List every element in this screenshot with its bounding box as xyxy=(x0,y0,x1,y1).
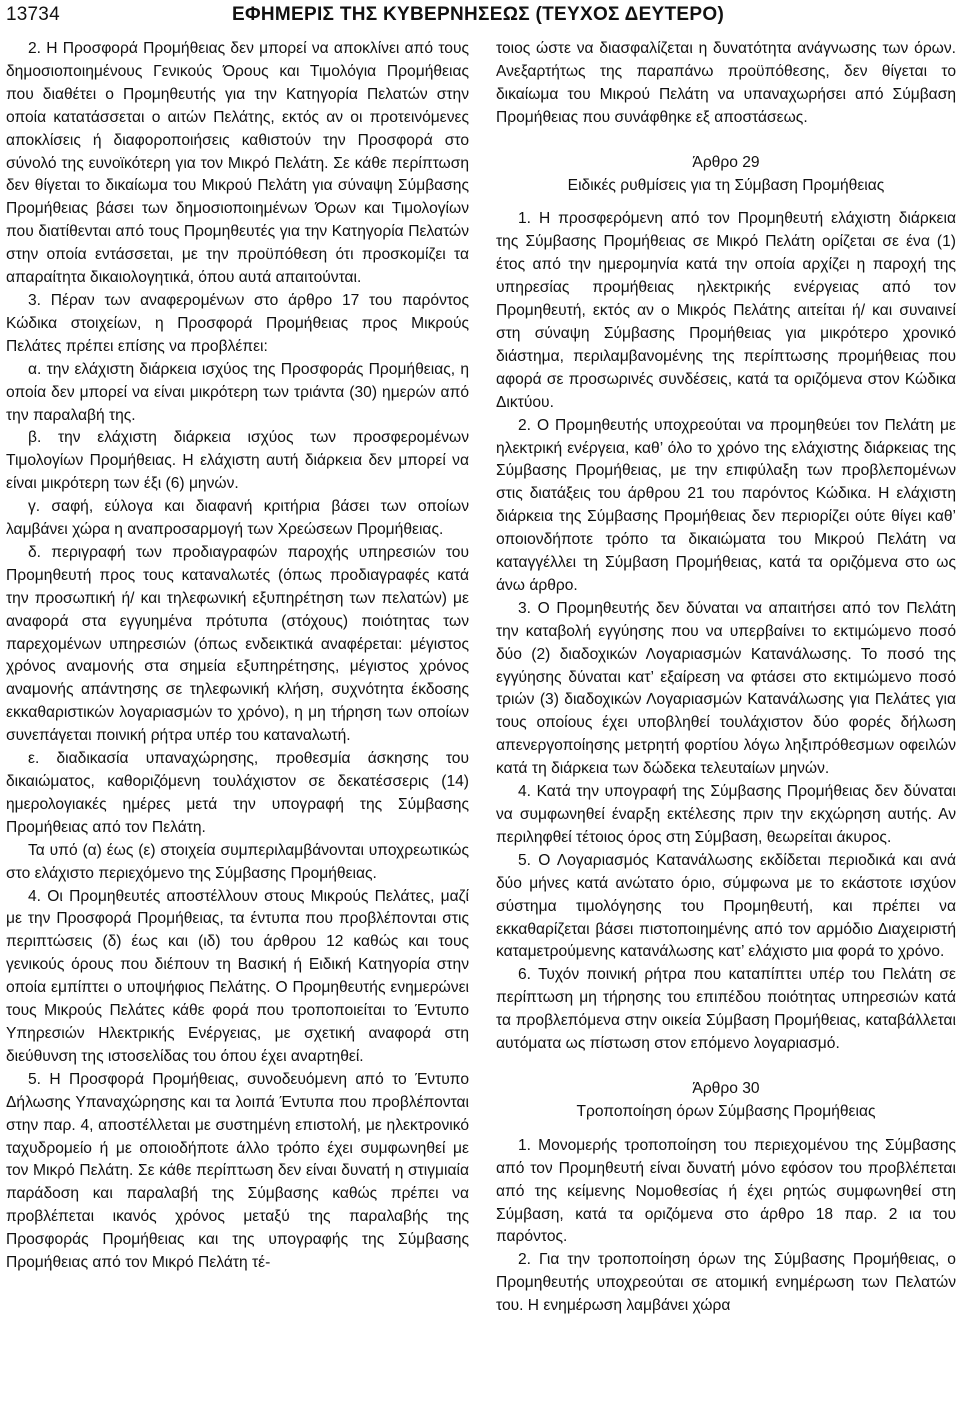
paragraph: 3. Πέραν των αναφερομένων στο άρθρο 17 του παρόντος Κώδικα στοιχείων, η Προσφορά Προμήθειας προς Μικρούς Πελάτες πρέπει επίσης να προβλέπει: xyxy=(6,291,469,355)
article-30-heading: Άρθρο 30 xyxy=(692,1079,760,1097)
paragraph: 2. Ο Προμηθευτής υποχρεούται να προμηθεύει τον Πελάτη με ηλεκτρική ενέργεια, καθ’ όλο το χρόνο της ελάχιστης διάρκειας της Σύμβασης Προμήθειας, με την επιφύλαξη των προβλεπομένων στις διατάξεις του άρθρου 21 του παρόντος Κώδικα. Η ελάχιστη διάρκεια της Σύμβασης Προμήθειας δεν περιορίζει ούτε θίγει καθ’ οποιονδήποτε τρόπο τα δικαιώματα του Μικρού Πελάτη να καταγγέλλει τη Σύμβαση Προμήθειας, κατά τα οριζόμενα στο ως άνω άρθρο. xyxy=(496,416,956,594)
article-29-heading: Άρθρο 29 xyxy=(692,153,760,171)
article-29-subheading: Ειδικές ρυθμίσεις για τη Σύμβαση Προμήθειας xyxy=(567,176,885,194)
paragraph: 4. Οι Προμηθευτές αποστέλλουν στους Μικρούς Πελάτες, μαζί με την Προσφορά Προμήθειας, τα έντυπα που προβλέπονται στις περιπτώσεις (δ) έως και (ιδ) του άρθρου 12 καθώς και τους γενικούς όρους που διέπουν τη Βασική ή Ειδική Κατηγορία στην οποία εμπίπτει ο υποψήφιος Πελάτης. Ο Προμηθευτής ενημερώνει τους Μικρούς Πελάτες κάθε φορά που τροποποιείται το Έντυπο Υπηρεσιών Ηλεκτρικής Ενέργειας, με σχετική αναφορά στη διεύθυνση της ιστοσελίδας του όπου έχει αναρτηθεί. xyxy=(6,887,469,1065)
paragraph: 5. Ο Λογαριασμός Κατανάλωσης εκδίδεται περιοδικά και ανά δύο μήνες κατά ανώτατο όριο, σύμφωνα με το εκάστοτε ισχύον σύστημα τιμολόγησης του Προμηθευτή, και πρέπει να εκκαθαρίζεται βάσει πιστοποιημένης από τον αρμόδιο Διαχειριστή καταμετρούμενης κατανάλωσης κατ’ ελάχιστο μια φορά το χρόνο. xyxy=(496,851,956,961)
spacer xyxy=(496,130,956,152)
paragraph: 1. Η προσφερόμενη από τον Προμηθευτή ελάχιστη διάρκεια της Σύμβασης Προμήθειας σε Μικρό Πελάτη ορίζεται σε ένα (1) έτος από την ημερομηνία κατά την οποία αρχίζει η παροχή της υπηρεσίας προμήθειας ηλεκτρικής ενέργειας από τον Προμηθευτή, εκτός αν ο Μικρός Πελάτης αιτείται ή/ και συναινεί στη σύναψη Σύμβασης Προμήθειας για μικρότερο χρονικό διάστημα, περιλαμβανομένης της περίπτωσης προμήθειας που αφορά σε προσωρινές συνδέσεις, κατά τα οριζόμενα στον Κώδικα Δικτύου. xyxy=(496,210,956,411)
spacer xyxy=(496,1056,956,1078)
right-column xyxy=(496,38,956,1318)
paragraph: Τα υπό (α) έως (ε) στοιχεία συμπεριλαμβάνονται υποχρεωτικώς στο ελάχιστο περιεχόμενο της Σύμβασης Προμήθειας. xyxy=(6,841,469,882)
paragraph: 2. Η Προσφορά Προμήθειας δεν μπορεί να αποκλίνει από τους δημοσιοποιημένους Γενικούς Όρους και Τιμολόγια Προμήθειας που διαθέτει ο Προμηθευτής για την Κατηγορία Πελατών στην οποία κατατάσσεται ο αιτών Πελάτης, εκτός αν οι προτεινόμενες αποκλίσεις ή διαφοροποιήσεις καθιστούν την Προσφορά στο σύνολό της ευνοϊκότερη για τον Μικρό Πελάτη. Σε κάθε περίπτωση δεν θίγεται το δικαίωμα του Μικρού Πελάτη για σύναψη Σύμβασης Προμήθειας βάσει των δημοσιοποιημένων Όρων και Τιμολογίων που διατίθενται από τους Προμηθευτές για την Κατηγορία Πελατών στην οποία εντάσσεται, με την προϋπόθεση ότι προσκομίζει τα απαραίτητα δικαιολογητικά, όπου αυτά απαιτούνται. xyxy=(6,40,469,287)
paragraph: ε. διαδικασία υπαναχώρησης, προθεσμία άσκησης του δικαιώματος, καθοριζόμενη τουλάχιστον σε δεκατέσσερις (14) ημερολογιακές ημέρες μετά την υπογραφή της Σύμβασης Προμήθειας από τον Πελάτη. xyxy=(6,750,469,836)
paragraph: 5. Η Προσφορά Προμήθειας, συνοδευόμενη από το Έντυπο Δήλωσης Υπαναχώρησης και τα λοιπά Έντυπα που προβλέπονται στην παρ. 4, αποστέλλεται με συστημένη επιστολή, με ηλεκτρονικό ταχυδρομείο ή με οποιοδήποτε άλλο τρόπο έχει συμφωνηθεί με τον Μικρό Πελάτη. Σε κάθε περίπτωση δεν είναι δυνατή η στιγμιαία παράδοση και παραλαβή της Σύμβασης καθώς πρέπει να προβλέπεται ικανός χρόνος μεταξύ της παραλαβής της Προσφοράς Προμήθειας και της υπογραφής της Σύμβασης Προμήθειας από τον Μικρό Πελάτη τέ- xyxy=(6,1070,469,1272)
paragraph: α. την ελάχιστη διάρκεια ισχύος της Προσφοράς Προμήθειας, η οποία δεν μπορεί να είναι μικρότερη των τριάντα (30) ημερών από την παραλαβή της. xyxy=(6,360,469,424)
paragraph: γ. σαφή, εύλογα και διαφανή κριτήρια βάσει των οποίων λαμβάνει χώρα η αναπροσαρμογή των Χρεώσεων Προμήθειας. xyxy=(6,498,469,539)
paragraph: 6. Τυχόν ποινική ρήτρα που καταπίπτει υπέρ του Πελάτη σε περίπτωση μη τήρησης του επιπέδου ποιότητας υπηρεσιών κατά τα προβλεπόμενα στην οικεία Σύμβαση Προμήθειας, καταβάλλεται αυτόματα ως πίστωση στον επόμενο λογαριασμό. xyxy=(496,966,956,1053)
paragraph: 2. Για την τροποποίηση όρων της Σύμβασης Προμήθειας, ο Προμηθευτής υποχρεούται σε ατομική ενημέρωση των Πελατών του. Η ενημέρωση λαμβάνει χώρα xyxy=(496,1251,956,1315)
page-number: 13734 xyxy=(6,4,60,25)
gazette-title: ΕΦΗΜΕΡΙΣ ΤΗΣ ΚΥΒΕΡΝΗΣΕΩΣ (ΤΕΥΧΟΣ ΔΕΥΤΕΡΟ) xyxy=(232,4,725,25)
article-30-subheading: Τροποποίηση όρων Σύμβασης Προμήθειας xyxy=(576,1102,876,1120)
paragraph: 1. Μονομερής τροποποίηση του περιεχομένου της Σύμβασης από τον Προμηθευτή είναι δυνατή μόνο εφόσον του προβλέπεται από της κείμενης Νομοθεσίας ή έχει ρητώς συμφωνηθεί στη Σύμβαση, κατά τα οριζόμενα στο άρθρο 18 παρ. 2 ια του παρόντος. xyxy=(496,1136,956,1246)
paragraph: 4. Κατά την υπογραφή της Σύμβασης Προμήθειας δεν δύναται να συμφωνηθεί έναρξη εκτέλεσης πριν την εκχώρηση αυτής. Αν περιληφθεί τέτοιος όρος στη Σύμβαση, θεωρείται άκυρος. xyxy=(496,783,956,846)
spacer xyxy=(496,1124,956,1135)
paragraph: β. την ελάχιστη διάρκεια ισχύος των προσφερομένων Τιμολογίων Προμήθειας. Η ελάχιστη αυτή διάρκεια δεν μπορεί να είναι μικρότερη των έξι (6) μηνών. xyxy=(6,429,469,493)
page-header xyxy=(0,0,960,34)
paragraph: 3. Ο Προμηθευτής δεν δύναται να απαιτήσει από τον Πελάτη την καταβολή εγγύησης που να υπερβαίνει το εκτιμώμενο ποσό δύο (2) διαδοχικών Λογαριασμών Κατανάλωσης. Το ποσό της εγγύησης δύναται κατ’ εξαίρεση να φτάσει στο εκτιμώμενο ποσό τριών (3) διαδοχικών Λογαριασμών Κατανάλωσης για Πελάτες για τους οποίους έχει υποβληθεί τουλάχιστον δύο φορές δήλωση απενεργοποίησης μετρητή φορτίου λόγω ληξιπρόθεσμων οφειλών κατά τη διάρκεια των δώδεκα τελευταίων μηνών. xyxy=(496,599,956,778)
paragraph: δ. περιγραφή των προδιαγραφών παροχής υπηρεσιών του Προμηθευτή προς τους καταναλωτές (όπως προδιαγραφές κατά την προσωπική ή/ και τηλεφωνική εξυπηρέτηση των πελατών) με αναφορά στα εγγυημένα πρότυπα (στόχους) ποιότητας των παρεχομένων υπηρεσιών (όπως ενδεικτικά αναφέρεται: μέγιστος χρόνος αναμονής στα σημεία εξυπηρέτησης, μέγιστος χρόνος αναμονής απάντησης σε τηλεφωνική κλήση, συχνότητα έκδοσης εκκαθαριστικών λογαριασμών το χρόνο), η μη τήρηση των οποίων συνεπάγεται ποινική ρήτρα υπέρ του καταναλωτή. xyxy=(6,543,469,745)
continued-paragraph: τοιος ώστε να διασφαλίζεται η δυνατότητα ανάγνωσης των όρων. Ανεξαρτήτως της παραπάνω προϋπόθεσης, δεν θίγεται το δικαίωμα του Μικρού Πελάτη να υπαναχωρήσει από Σύμβαση Προμήθειας που συνάφθηκε εξ αποστάσεως. xyxy=(496,40,956,126)
left-column xyxy=(6,38,469,1275)
spacer xyxy=(496,197,956,208)
